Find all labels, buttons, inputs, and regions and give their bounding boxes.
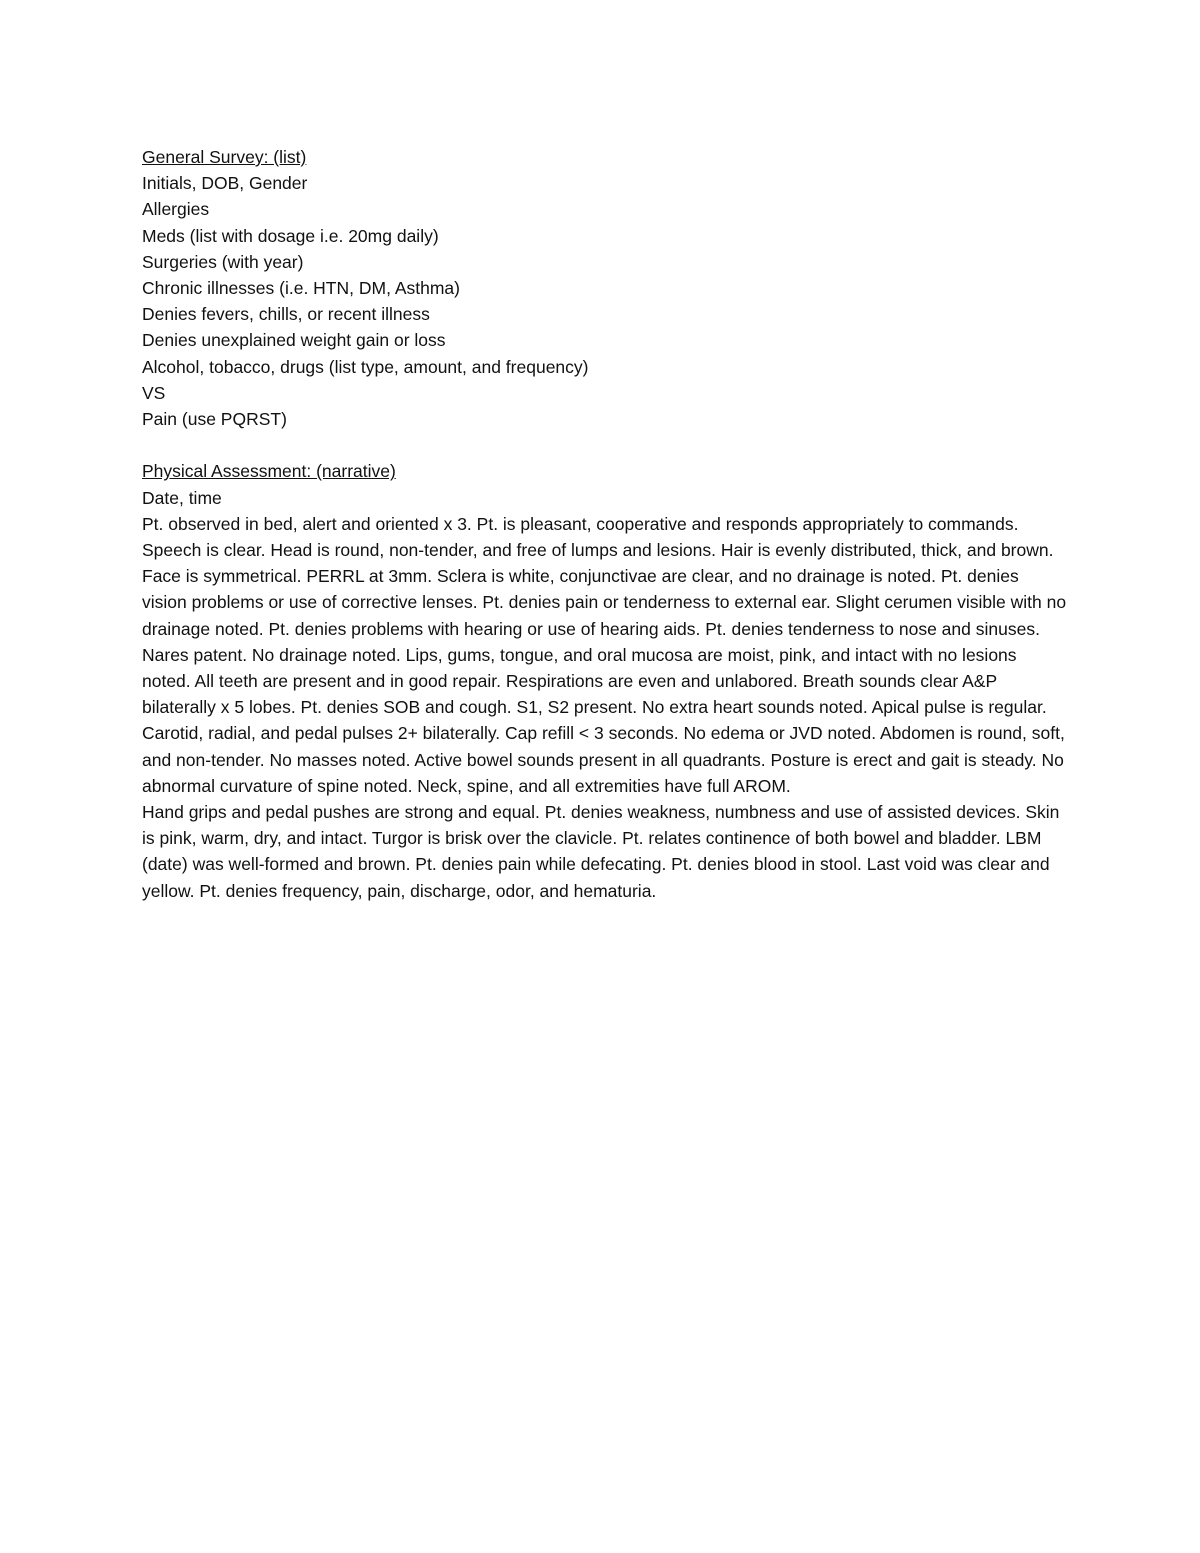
assessment-paragraph-2: Hand grips and pedal pushes are strong and equal. Pt. denies weakness, numbness and use of assisted devices. Skin is pink, warm, dry, and intact. Turgor is brisk over the clavicle. Pt. relates continence of both bowel and bladder. LBM (date) was well-formed and brown. Pt. denies pain while defecating. Pt. denies blood in stool. Last void was clear and yellow. Pt. denies frequency, pain, discharge, odor, and hematuria. bbox=[142, 802, 1060, 901]
general-survey-item: Denies fevers, chills, or recent illness bbox=[142, 304, 430, 325]
general-survey-item: Initials, DOB, Gender bbox=[142, 173, 308, 194]
general-survey-item: Chronic illnesses (i.e. HTN, DM, Asthma) bbox=[142, 278, 460, 299]
document-body bbox=[142, 144, 1067, 904]
assessment-paragraph-1: Pt. observed in bed, alert and oriented x 3. Pt. is pleasant, cooperative and responds appropriately to commands. Speech is clear. Head is round, non-tender, and free of lumps and lesions. Hair is evenly distributed, thick, and brown. Face is symmetrical. PERRL at 3mm. Sclera is white, conjunctivae are clear, and no drainage is noted. Pt. denies vision problems or use of corrective lenses. Pt. denies pain or tenderness to external ear. Slight cerumen visible with no drainage noted. Pt. denies problems with hearing or use of hearing aids. Pt. denies tenderness to nose and sinuses. Nares patent. No drainage noted. Lips, gums, tongue, and oral mucosa are moist, pink, and intact with no lesions noted. All teeth are present and in good repair. Respirations are even and unlabored. Breath sounds clear A&P bilaterally x 5 lobes. Pt. denies SOB and cough. S1, S2 present. No extra heart sounds noted. Apical pulse is regular. Carotid, radial, and pedal pulses 2+ bilaterally. Cap refill < 3 seconds. No edema or JVD noted. Abdomen is round, soft, and non-tender. No masses noted. Active bowel sounds present in all quadrants. Posture is erect and gait is steady. No abnormal curvature of spine noted. Neck, spine, and all extremities have full AROM. bbox=[142, 513, 1067, 796]
general-survey-item: Surgeries (with year) bbox=[142, 251, 304, 272]
general-survey-heading: General Survey: (list) bbox=[142, 147, 307, 167]
physical-assessment-heading: Physical Assessment: (narrative) bbox=[142, 461, 396, 482]
general-survey-item: VS bbox=[142, 382, 166, 403]
general-survey-item: Denies unexplained weight gain or loss bbox=[142, 330, 446, 351]
general-survey-item: Alcohol, tobacco, drugs (list type, amount, and frequency) bbox=[142, 356, 589, 377]
general-survey-item: Allergies bbox=[142, 199, 210, 220]
general-survey-list bbox=[142, 170, 1067, 432]
date-time-line: Date, time bbox=[142, 487, 222, 508]
section-spacer bbox=[142, 432, 1067, 458]
general-survey-item: Meds (list with dosage i.e. 20mg daily) bbox=[142, 225, 439, 246]
general-survey-item: Pain (use PQRST) bbox=[142, 409, 287, 430]
